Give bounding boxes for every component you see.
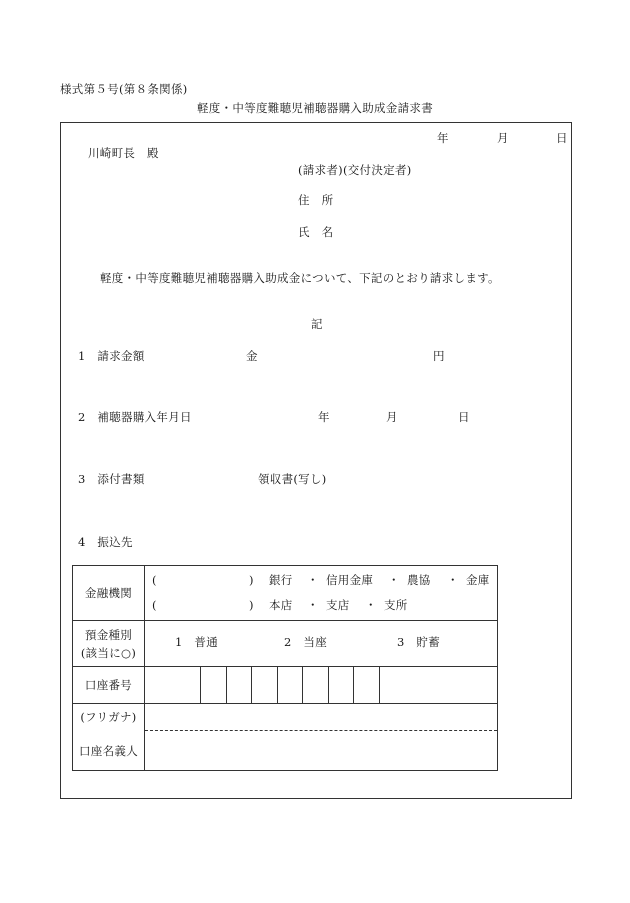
item-purchase-year: 年	[318, 410, 330, 424]
address-label: 住 所	[298, 193, 334, 207]
bank-table	[72, 565, 498, 771]
option-head-office: 本店	[269, 598, 293, 612]
option-sep-5: ・	[365, 598, 377, 612]
ki-label: 記	[311, 317, 323, 331]
form-title: 軽度・中等度難聴児補聴器購入助成金請求書	[197, 101, 433, 115]
institution-open-2: (	[152, 598, 157, 612]
account-digit-box[interactable]	[201, 667, 227, 703]
account-digit-box[interactable]	[354, 667, 380, 703]
deposit-label-2: (該当に○)	[80, 645, 137, 660]
account-digit-box[interactable]	[278, 667, 304, 703]
item-purchase-date-label: 2 補聴器購入年月日	[78, 410, 192, 424]
option-kinko: 金庫	[466, 573, 490, 587]
item-amount-prefix: 金	[246, 349, 258, 363]
option-sep-2: ・	[388, 573, 400, 587]
option-sep-3: ・	[447, 573, 459, 587]
account-number-label-cell	[73, 667, 145, 704]
addressee: 川崎町長 殿	[88, 146, 159, 160]
holder-cell[interactable]	[145, 731, 498, 771]
form-number: 様式第５号(第８条関係)	[60, 82, 188, 96]
account-digit-box[interactable]	[329, 667, 355, 703]
option-sep-1: ・	[307, 573, 319, 587]
furigana-cell[interactable]	[145, 704, 498, 731]
institution-cell[interactable]	[145, 566, 498, 621]
deposit-type-cell[interactable]	[145, 621, 498, 667]
holder-label-cell	[73, 731, 145, 771]
option-sep-4: ・	[307, 598, 319, 612]
deposit-label-1: 預金種別	[84, 627, 133, 642]
furigana-label-cell	[73, 704, 145, 731]
body-text: 軽度・中等度難聴児補聴器購入助成金について、下記のとおり請求します。	[100, 271, 500, 285]
item-purchase-month: 月	[386, 410, 398, 424]
institution-open-1: (	[152, 573, 157, 587]
item-attachments-value: 領収書(写し)	[258, 472, 327, 486]
item-attachments-label: 3 添付書類	[78, 472, 145, 486]
deposit-option-ordinary[interactable]: 1 普通	[175, 635, 219, 649]
institution-label-cell	[73, 566, 145, 621]
date-year: 年	[437, 131, 449, 145]
option-sub-branch: 支所	[384, 598, 408, 612]
deposit-label-cell	[73, 621, 145, 667]
deposit-option-savings[interactable]: 3 貯蓄	[397, 635, 441, 649]
account-number-boxes[interactable]	[145, 667, 497, 703]
item-amount-label: 1 請求金額	[78, 349, 145, 363]
option-bank: 銀行	[269, 573, 293, 587]
deposit-option-current[interactable]: 2 当座	[284, 635, 328, 649]
option-credit-union: 信用金庫	[326, 573, 374, 587]
account-digit-box[interactable]	[227, 667, 253, 703]
requester-role: (請求者)(交付決定者)	[298, 163, 412, 177]
institution-label: 金融機関	[84, 586, 133, 600]
option-branch: 支店	[326, 598, 350, 612]
name-label: 氏 名	[298, 225, 334, 239]
account-digit-box[interactable]	[252, 667, 278, 703]
account-digit-box[interactable]	[303, 667, 329, 703]
item-amount-suffix: 円	[433, 349, 445, 363]
option-agri-coop: 農協	[407, 573, 431, 587]
account-digit-box[interactable]	[145, 667, 201, 703]
account-number-cell[interactable]	[145, 667, 498, 704]
account-number-label: 口座番号	[84, 678, 133, 692]
date-day: 日	[556, 131, 568, 145]
item-transfer-label: 4 振込先	[78, 535, 133, 549]
date-month: 月	[497, 131, 509, 145]
holder-label: 口座名義人	[79, 743, 138, 758]
institution-close-2: )	[249, 598, 254, 612]
item-purchase-day: 日	[458, 410, 470, 424]
furigana-label: (フリガナ)	[80, 710, 137, 724]
institution-close-1: )	[249, 573, 254, 587]
